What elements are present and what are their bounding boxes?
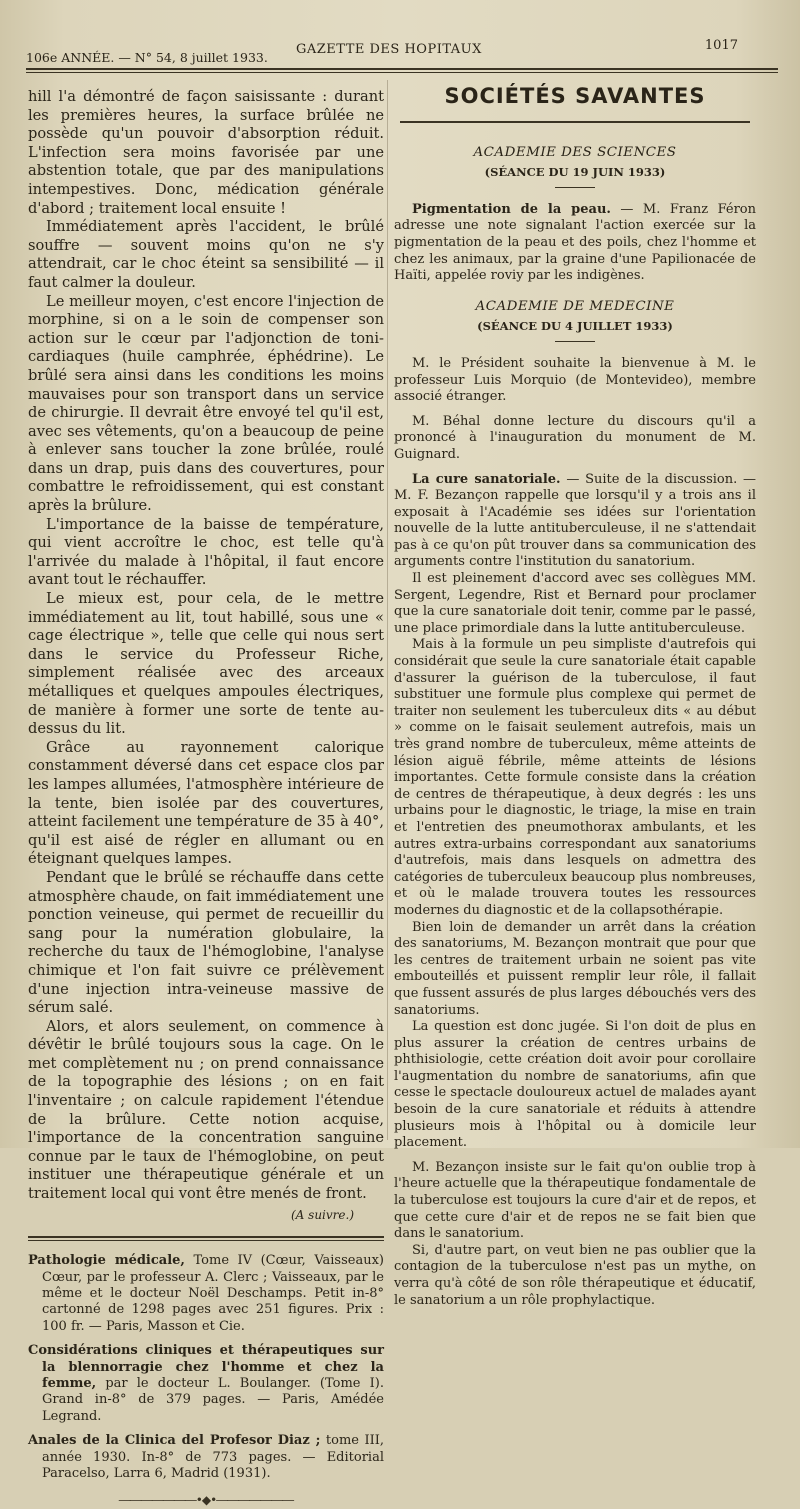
ornament-divider: ―――――――•◆•――――――― — [28, 1491, 384, 1509]
section-title: SOCIÉTÉS SAVANTES — [394, 88, 756, 105]
issue-info: 106e ANNÉE. — N° 54, 8 juillet 1933. — [26, 50, 268, 65]
seance-date: (SÉANCE DU 4 JUILLET 1933) — [394, 318, 756, 335]
paragraph-title: Pigmentation de la peau. — [412, 202, 611, 217]
article-paragraph — [394, 472, 756, 572]
books-rule — [28, 1236, 384, 1238]
article-paragraph: M. le Président souhaite la bienvenue à M. le professeur Luis Morquio (de Montevideo), membre associé étranger. — [394, 356, 756, 406]
header-rule — [26, 68, 778, 70]
page-header — [26, 40, 738, 64]
book-details: par le docteur L. Boulanger. (Tome I). Grand in-8° de 379 pages. — Paris, Amédée Legrand. — [42, 1376, 384, 1424]
book-title: Anales de la Clinica del Profesor Diaz ; — [28, 1433, 320, 1448]
academy-heading: ACADEMIE DE MEDECINE — [394, 299, 756, 316]
journal-title: GAZETTE DES HOPITAUX — [296, 42, 482, 57]
book-entry — [28, 1253, 384, 1335]
book-title: Pathologie médicale, — [28, 1253, 185, 1268]
books-rule-thin — [28, 1240, 384, 1241]
article-paragraph: Bien loin de demander un arrêt dans la création des sanatoriums, M. Bezançon montrait que pour que les centres de traitement urbain ne soient pas vite embouteillés et puissent remplir leur rôle, il fallait que fussent assurés de plus larges débouchés vers des sanatoriums. — [394, 920, 756, 1020]
article-paragraph: M. Béhal donne lecture du discours qu'il a prononcé à l'inauguration du monument de M. Guignard. — [394, 414, 756, 464]
paragraph-text: — Suite de la discussion. — M. F. Bezançon rappelle que lorsqu'il y a trois ans il exposait à l'Académie ses idées sur l'orientation nouvelle de la lutte antituberculeuse, il ne s'attendait pas à ce qu'on pût trouver dans sa communication des arguments contre l'institution du sanatorium. — [394, 472, 756, 570]
section-rule — [400, 121, 750, 123]
seance-date: (SÉANCE DU 19 JUIN 1933) — [394, 164, 756, 181]
academy-heading: ACADEMIE DES SCIENCES — [394, 145, 756, 162]
article-paragraph: hill l'a démontré de façon saisissante : durant les premières heures, la surface brûlée ne possède qu'un pouvoir d'absorption réduit. L'infection sera moins favorisée par une abstention totale, que par des manipulations intempestives. Donc, médication générale d'abord ; traitement local ensuite ! — [28, 88, 384, 218]
book-entry — [28, 1433, 384, 1482]
page-number: 1017 — [705, 38, 738, 53]
left-column — [28, 88, 384, 1509]
article-paragraph: Alors, et alors seulement, on commence à dévêtir le brûlé toujours sous la cage. On le met complètement nu ; on prend connaissance de la topographie des lésions ; on en fait l'inventaire ; on calcule rapidement l'étendue de la brûlure. Cette notion acquise, l'importance de la concentration sanguine connue par le taux de l'hémoglobine, on peut instituer une thérapeutique générale et un traitement local qui vont être menés de front. — [28, 1018, 384, 1204]
paragraph-text: — M. Franz Féron adresse une note signalant l'action exercée sur la pigmentation de la peau et des poils, chez l'homme et chez les animaux, par la graine d'une Papilionacée de Haïti, appelée roviy par les indigènes. — [394, 202, 756, 283]
article-paragraph: Grâce au rayonnement calorique constamment déversé dans cet espace clos par les lampes allumées, l'atmosphère intérieure de la tente, bien isolée par des couvertures, atteint facilement une température de 35 à 40°, qu'il est aisé de régler en allumant ou en éteignant quelques lampes. — [28, 739, 384, 869]
article-paragraph: L'importance de la baisse de température, qui vient accroître le choc, est telle qu'à l'arrivée du malade à l'hôpital, il faut encore avant tout le réchauffer. — [28, 516, 384, 590]
short-rule — [555, 341, 595, 342]
article-paragraph: Pendant que le brûlé se réchauffe dans cette atmosphère chaude, on fait immédiatement une ponction veineuse, qui permet de recueillir du sang pour la numération globulaire, la recherche du taux de l'hémoglobine, l'analyse chimique et l'on fait suivre ce prélèvement d'une injection intra-veineuse massive de sérum salé. — [28, 869, 384, 1018]
header-rule-thin — [26, 72, 778, 73]
paragraph-title: La cure sanatoriale. — [412, 472, 561, 487]
to-be-continued: (A suivre.) — [28, 1206, 384, 1225]
article-paragraph: Il est pleinement d'accord avec ses collègues MM. Sergent, Legendre, Rist et Bernard pour proclamer que la cure sanatoriale doit tenir, comme par le passé, une place primordiale dans la lutte antituberculeuse. — [394, 571, 756, 637]
article-paragraph: Mais à la formule un peu simpliste d'autrefois qui considérait que seule la cure sanatoriale était capable d'assurer la guérison de la tuberculose, il faut substituer une formule plus complexe qui permet de traiter non seulement les tuberculeux dits « au début » comme on le faisait seulement autrefois, mais un très grand nombre de tuberculeux, même atteints de lésion aiguë fébrile, même atteints de lésions importantes. Cette formule consiste dans la création de centres de thérapeutique, à deux degrés : les uns urbains pour le diagnostic, le triage, la mise en train et l'entretien des pneumothorax ambulants, et les autres extra-urbains correspondant aux sanatoriums d'autrefois, mais dans lesquels on admettra des catégories de tuberculeux beaucoup plus nombreuses, et où le malade trouvera toutes les ressources modernes du diagnostic et de la collapsothérapie. — [394, 637, 756, 919]
book-entry — [28, 1343, 384, 1425]
article-paragraph: Le mieux est, pour cela, de le mettre immédiatement au lit, tout habillé, sous une « cage électrique », telle que celle qui nous sert dans le service du Professeur Riche, simplement réalisée avec des arceaux métalliques et quelques ampoules électriques, de manière à former une sorte de tente au-dessus du lit. — [28, 590, 384, 739]
short-rule — [555, 187, 595, 188]
article-paragraph: M. Bezançon insiste sur le fait qu'on oublie trop à l'heure actuelle que la thérapeutique fondamentale de la tuberculose est toujours la cure d'air et de repos, et que cette cure d'air et de repos ne se fait bien que dans le sanatorium. — [394, 1160, 756, 1243]
book-details: tome III, année 1930. In-8° de 773 pages. — Editorial Paracelso, Larra 6, Madrid (1931). — [42, 1433, 384, 1481]
book-title: Considérations cliniques et thérapeutiques sur la blennorragie chez l'homme et chez la femme, — [28, 1343, 384, 1391]
article-paragraph — [394, 202, 756, 285]
column-divider — [387, 80, 388, 1140]
book-details: Tome IV (Cœur, Vaisseaux) Cœur, par le professeur A. Clerc ; Vaisseaux, par le même et le docteur Noël Deschamps. Petit in-8° cartonné de 1298 pages avec 251 figures. Prix : 100 fr. — Paris, Masson et Cie. — [42, 1253, 384, 1334]
article-paragraph: Immédiatement après l'accident, le brûlé souffre — souvent moins qu'on ne s'y attendrait, car le choc éteint sa sensibilité — il faut calmer la douleur. — [28, 218, 384, 292]
article-paragraph: Le meilleur moyen, c'est encore l'injection de morphine, si on a le soin de compenser son action sur le cœur par l'adjonction de toni-cardiaques (huile camphrée, éphédrine). Le brûlé sera ainsi dans les conditions les moins mauvaises pour son transport dans un service de chirurgie. Il devrait être envoyé tel qu'il est, avec ses vêtements, qu'on a beaucoup de peine à enlever sans toucher la zone brûlée, roulé dans un drap, puis dans des couvertures, pour combattre le refroidissement, qui est constant après la brûlure. — [28, 293, 384, 516]
article-paragraph: La question est donc jugée. Si l'on doit de plus en plus assurer la création de centres urbains de phthisiologie, cette création doit avoir pour corollaire l'augmentation du nombre de sanatoriums, afin que cesse le spectacle douloureux actuel de malades ayant besoin de la cure sanatoriale et réduits à attendre plusieurs mois à l'hôpital ou à domicile leur placement. — [394, 1019, 756, 1152]
right-column — [394, 88, 756, 1309]
article-paragraph: Si, d'autre part, on veut bien ne pas oublier que la contagion de la tuberculose n'est pas un mythe, on verra qu'à côté de son rôle thérapeutique et éducatif, le sanatorium a un rôle prophylactique. — [394, 1243, 756, 1309]
